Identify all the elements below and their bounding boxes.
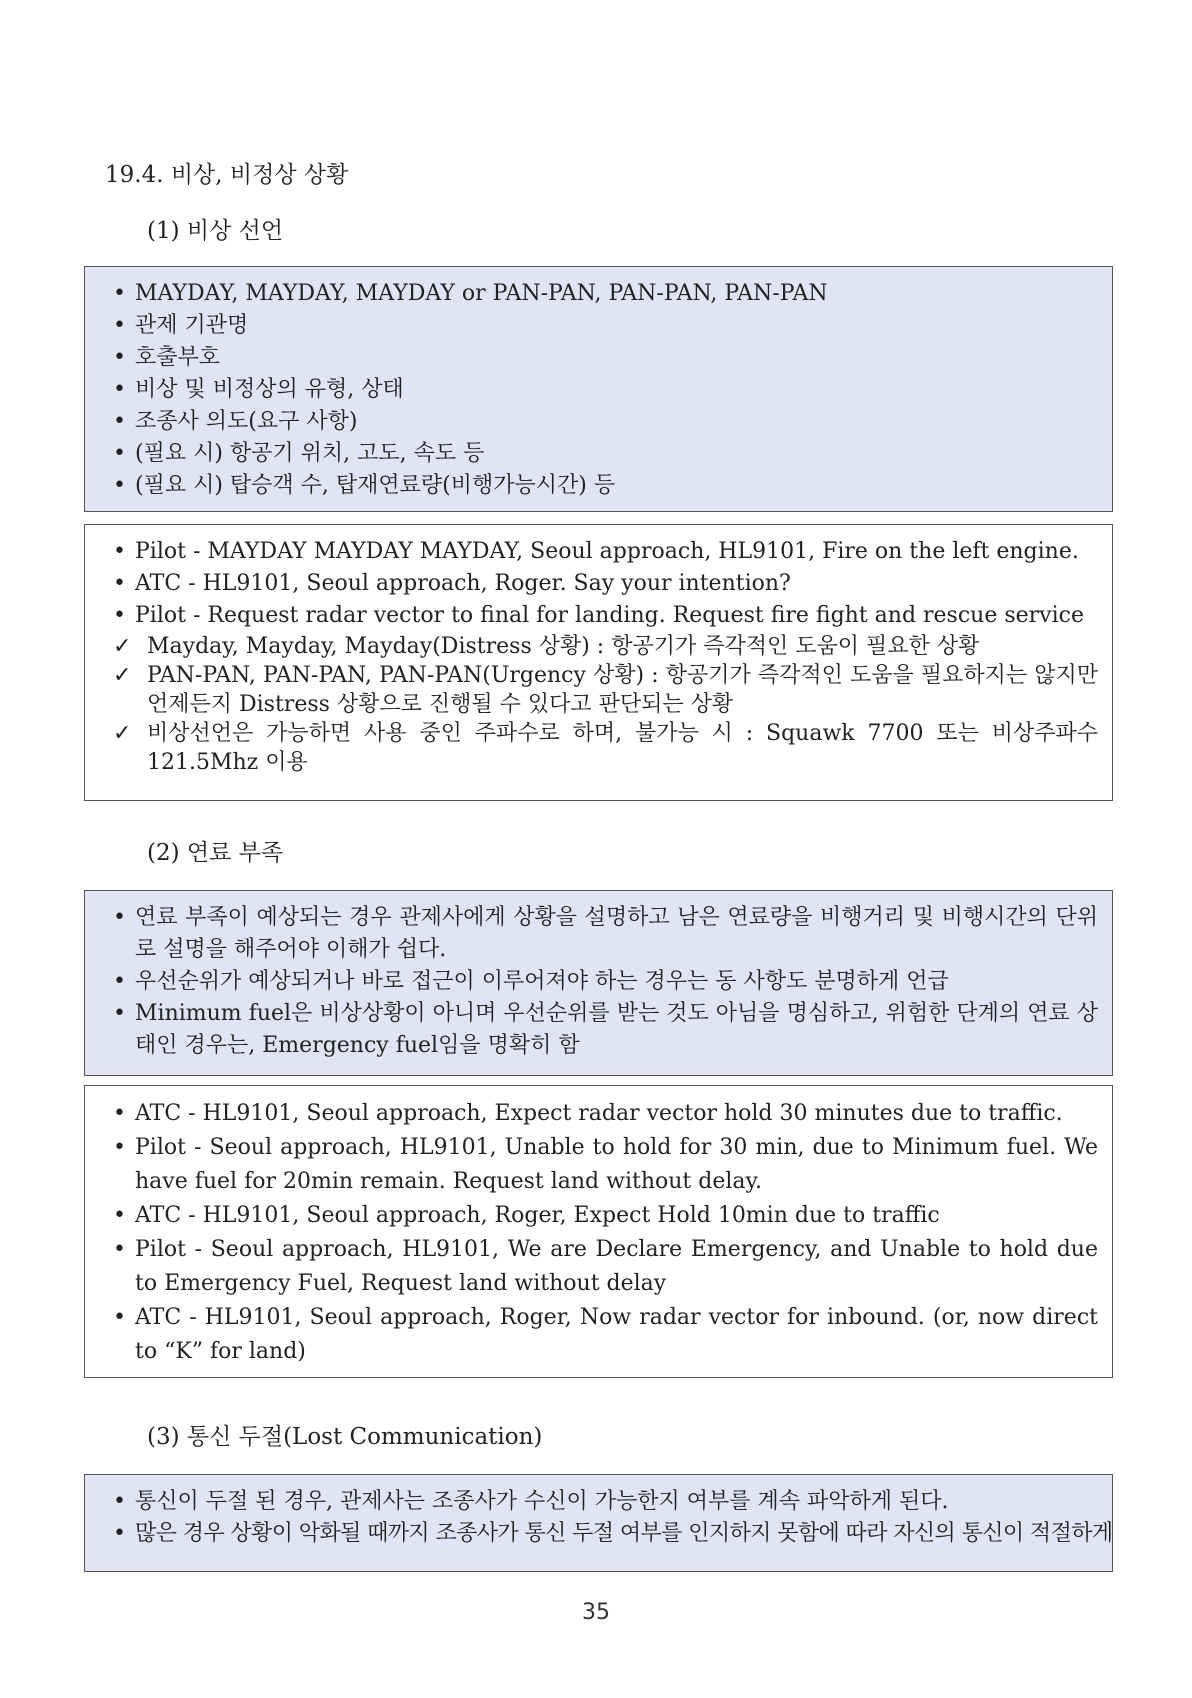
check-icon: ✓ xyxy=(113,663,132,688)
check-icon: ✓ xyxy=(113,721,132,746)
bullet-icon: • xyxy=(113,1203,126,1228)
note-item: ✓ PAN-PAN, PAN-PAN, PAN-PAN(Urgency 상황) : 항공기가 즉각적인 도움을 필요하지는 않지만 언제든지 Distress 상황으로 진행될 수 있다고 판단되는 상황 xyxy=(113,663,1098,717)
bullet-icon: • xyxy=(113,603,126,628)
list-item: • ATC - HL9101, Seoul approach, Roger, Expect Hold 10min due to traffic xyxy=(113,1199,1098,1233)
lost-communication-list xyxy=(113,1486,1113,1550)
emergency-declaration-example-box xyxy=(84,524,1113,801)
bullet-icon: • xyxy=(113,409,126,434)
section-title: 19.4. 비상, 비정상 상황 xyxy=(105,162,349,188)
bullet-icon: • xyxy=(113,905,126,930)
list-item: • (필요 시) 탑승객 수, 탑재연료량(비행가능시간) 등 xyxy=(113,470,1098,502)
bullet-icon: • xyxy=(113,1001,126,1026)
list-item: • (필요 시) 항공기 위치, 고도, 속도 등 xyxy=(113,438,1098,470)
note-item: ✓ Mayday, Mayday, Mayday(Distress 상황) : 항공기가 즉각적인 도움이 필요한 상황 xyxy=(113,634,980,659)
bullet-icon: • xyxy=(113,1489,126,1514)
fuel-shortage-list xyxy=(113,902,1098,1062)
subsection-title-lost-communication: (3) 통신 두절(Lost Communication) xyxy=(147,1424,543,1450)
emergency-declaration-list xyxy=(113,278,1098,502)
list-item: • Minimum fuel은 비상상황이 아니며 우선순위를 받는 것도 아님을 명심하고, 위험한 단계의 연료 상태인 경우는, Emergency fuel임을 명확히 함 xyxy=(113,998,1098,1062)
bullet-icon: • xyxy=(113,441,126,466)
emergency-declaration-items-box xyxy=(84,266,1113,512)
bullet-icon: • xyxy=(113,377,126,402)
list-item: • Pilot - Request radar vector to final for landing. Request fire fight and rescue service xyxy=(113,600,1098,632)
list-item: • 통신이 두절 된 경우, 관제사는 조종사가 수신이 가능한지 여부를 계속 파악하게 된다. xyxy=(113,1486,1098,1518)
bullet-icon: • xyxy=(113,1135,126,1160)
bullet-icon: • xyxy=(113,969,126,994)
list-item: • 호출부호 xyxy=(113,342,1098,374)
fuel-shortage-items-box xyxy=(84,890,1113,1076)
bullet-icon: • xyxy=(113,1101,126,1126)
list-item: • ATC - HL9101, Seoul approach, Roger, Now radar vector for inbound. (or, now direct to “K” for land) xyxy=(113,1301,1098,1369)
bullet-icon: • xyxy=(113,571,126,596)
note-item: ✓ 비상선언은 가능하면 사용 중인 주파수로 하며, 불가능 시 : Squawk 7700 또는 비상주파수 121.5Mhz 이용 xyxy=(113,721,1098,775)
bullet-icon: • xyxy=(113,313,126,338)
list-item: • Pilot - Seoul approach, HL9101, We are Declare Emergency, and Unable to hold due to Emergency Fuel, Request land without delay xyxy=(113,1233,1098,1301)
list-item: • 조종사 의도(요구 사항) xyxy=(113,406,1098,438)
subsection-title-fuel-shortage: (2) 연료 부족 xyxy=(147,840,284,866)
subsection-title-emergency-declaration: (1) 비상 선언 xyxy=(147,218,284,244)
list-item: • Pilot - Seoul approach, HL9101, Unable to hold for 30 min, due to Minimum fuel. We have fuel for 20min remain. Request land without delay. xyxy=(113,1131,1098,1199)
bullet-icon: • xyxy=(113,1305,126,1330)
bullet-icon: • xyxy=(113,539,126,564)
fuel-dialogue-list xyxy=(113,1097,1098,1369)
list-item: • Pilot - MAYDAY MAYDAY MAYDAY, Seoul approach, HL9101, Fire on the left engine. xyxy=(113,536,1098,568)
list-item: • 우선순위가 예상되거나 바로 접근이 이루어져야 하는 경우는 동 사항도 분명하게 언급 xyxy=(113,966,1098,998)
list-item: • ATC - HL9101, Seoul approach, Expect radar vector hold 30 minutes due to traffic. xyxy=(113,1097,1098,1131)
list-item: • 많은 경우 상황이 악화될 때까지 조종사가 통신 두절 여부를 인지하지 못함에 따라 자신의 통신이 적절하게 xyxy=(113,1518,1098,1550)
emergency-dialogue-list xyxy=(113,536,1098,777)
page-number: 35 xyxy=(582,1600,610,1625)
list-item: • 연료 부족이 예상되는 경우 관제사에게 상황을 설명하고 남은 연료량을 비행거리 및 비행시간의 단위로 설명을 해주어야 이해가 쉽다. xyxy=(113,902,1098,966)
list-item: • 비상 및 비정상의 유형, 상태 xyxy=(113,374,1098,406)
bullet-icon: • xyxy=(113,1237,126,1262)
list-item: • MAYDAY, MAYDAY, MAYDAY or PAN-PAN, PAN-PAN, PAN-PAN xyxy=(113,278,1098,310)
fuel-shortage-example-box xyxy=(84,1085,1113,1378)
bullet-icon: • xyxy=(113,281,126,306)
list-item: • ATC - HL9101, Seoul approach, Roger. Say your intention? xyxy=(113,568,1098,600)
bullet-icon: • xyxy=(113,1521,126,1546)
list-item: • 관제 기관명 xyxy=(113,310,1098,342)
bullet-icon: • xyxy=(113,473,126,498)
bullet-icon: • xyxy=(113,345,126,370)
lost-communication-items-box xyxy=(84,1474,1113,1572)
check-icon: ✓ xyxy=(113,634,132,659)
